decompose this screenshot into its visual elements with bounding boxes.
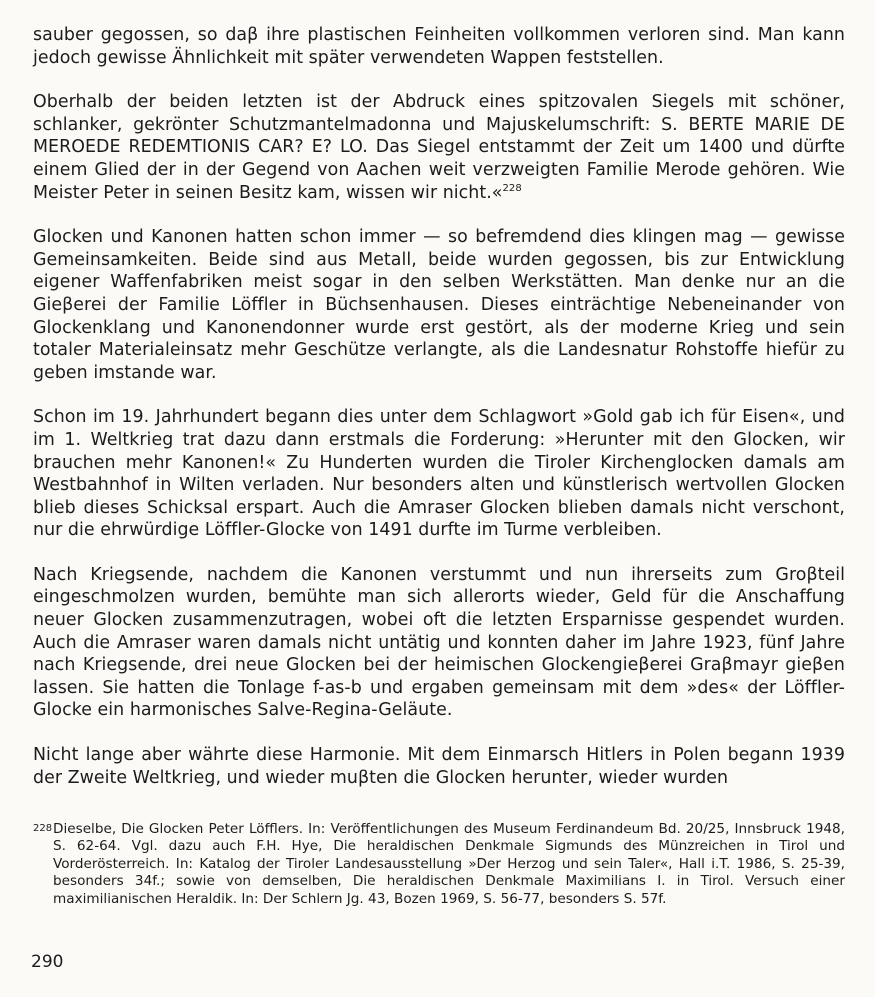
footnotes [33, 821, 845, 908]
page-number: 290 [31, 952, 64, 972]
paragraph-5: Nach Kriegsende, nachdem die Kanonen verstummt und nun ihrerseits zum Groβteil eingeschmolzen wurden, bemühte man sich allerorts wieder, Geld für die Anschaffung neuer Glocken zusammenzutragen, wobei oft die letzten Ersparnisse gespendet wurden. Auch die Amraser waren damals nicht untätig und konnten daher im Jahre 1923, fünf Jahre nach Kriegsende, drei neue Glocken bei der heimischen Glockengieβerei Graβmayr gieβen lassen. Sie hatten die Tonlage f-as-b und ergaben gemeinsam mit dem »des« der Löffler-Glocke ein harmonisches Salve-Regina-Geläute. [33, 564, 845, 721]
paragraph-4: Schon im 19. Jahrhundert begann dies unter dem Schlagwort »Gold gab ich für Eisen«, und im 1. Weltkrieg trat dazu dann erstmals die Forderung: »Herunter mit den Glocken, wir brauchen mehr Kanonen!« Zu Hunderten wurden die Tiroler Kirchenglocken damals am Westbahnhof in Wilten verladen. Nur besonders alten und künstlerisch wertvollen Glocken blieb dieses Schicksal erspart. Auch die Amraser Glocken blieben damals nicht verschont, nur die ehrwürdige Löffler-Glocke von 1491 durfte im Turme verbleiben. [33, 407, 845, 541]
footnote-number: 228 [33, 823, 53, 834]
footnote-text: Dieselbe, Die Glocken Peter Löfflers. In: Veröffentlichungen des Museum Ferdinandeum Bd. 20/25, Innsbruck 1948, S. 62-64. Vgl. dazu auch F.H. Hye, Die heraldischen Denkmale Sigmunds des Münzreichen in Tirol und Vorderösterreich. In: Katalog der Tiroler Landesausstellung »Der Herzog und sein Taler«, Hall i.T. 1986, S. 25-39, besonders 34f.; sowie von demselben, Die heraldischen Denkmale Maximilians I. in Tirol. Versuch einer maximilianischen Heraldik. In: Der Schlern Jg. 43, Bozen 1969, S. 56-77, besonders S. 57f. [53, 821, 845, 907]
paragraph-6: Nicht lange aber währte diese Harmonie. Mit dem Einmarsch Hitlers in Polen begann 1939 der Zweite Weltkrieg, und wieder muβten die Glocken herunter, wieder wurden [33, 745, 845, 788]
paragraph-3: Glocken und Kanonen hatten schon immer — so befremdend dies klingen mag — gewisse Gemeinsamkeiten. Beide sind aus Metall, beide wurden gegossen, bis zur Entwicklung eigener Waffenfabriken meist sogar in den selben Werkstätten. Man denke nur an die Gieβerei der Familie Löffler in Büchsenhausen. Dieses einträchtige Nebeneinander von Glockenklang und Kanonendonner wurde erst gestört, als der moderne Krieg und sein totaler Materialeinsatz mehr Geschütze verlangte, als die Landesnatur Rohstoffe hiefür zu geben imstande war. [33, 227, 845, 383]
footnote-228 [33, 821, 845, 908]
paragraph-1: sauber gegossen, so daβ ihre plastischen Feinheiten vollkommen verloren sind. Man kann jedoch gewisse Ähnlichkeit mit später verwendeten Wappen feststellen. [33, 25, 845, 68]
footnote-reference[interactable]: 228 [502, 182, 522, 194]
paragraph-2-text: Oberhalb der beiden letzten ist der Abdruck eines spitzovalen Siegels mit schöner, schlanker, gekrönter Schutzmantelmadonna und Majuskelumschrift: S. BERTE MARIE DE MEROEDE REDEMTIONIS CAR? E? LO. Das Siegel entstammt der Zeit um 1400 und dürfte einem Glied der in der Gegend von Aachen weit verzweigten Familie Merode gehören. Wie Meister Peter in seinen Besitz kam, wissen wir nicht.« [33, 92, 845, 203]
page-body [33, 24, 845, 811]
paragraph-2 [33, 91, 845, 204]
